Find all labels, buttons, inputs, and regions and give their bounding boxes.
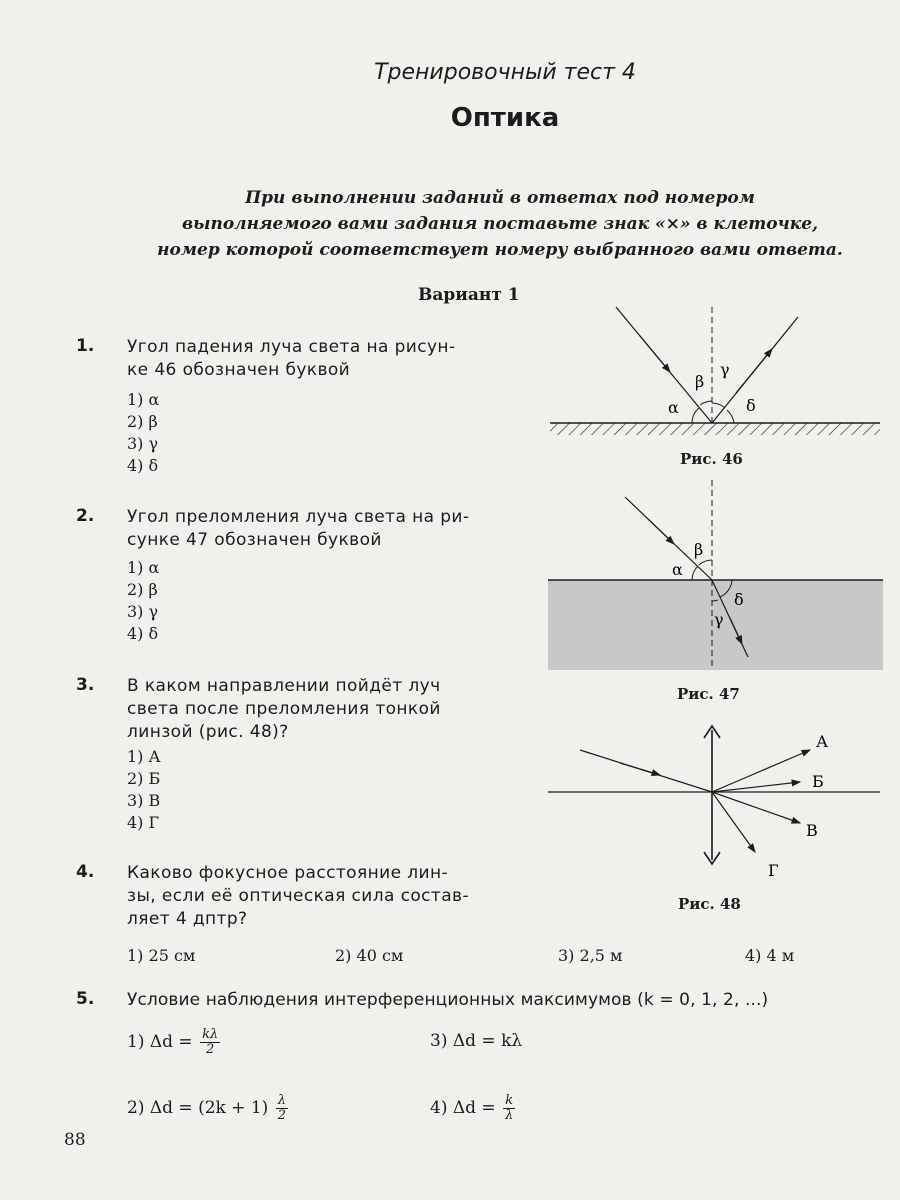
direction-label: В: [806, 821, 818, 840]
angle-label: γ: [720, 360, 730, 379]
question-line: В каком направлении пойдёт луч: [127, 676, 441, 696]
angle-label: α: [672, 560, 683, 579]
ray-g: [712, 792, 755, 852]
angle-label: α: [668, 398, 679, 417]
answer-option[interactable]: 3) γ: [127, 434, 159, 453]
ray-v: [712, 792, 800, 823]
ray-b: [712, 782, 800, 792]
figure-caption: Рис. 46: [680, 450, 743, 468]
answer-option[interactable]: 4) δ: [127, 456, 159, 475]
answer-options: [127, 746, 161, 834]
angle-arc: [692, 566, 698, 580]
direction-label: Г: [768, 861, 779, 880]
answer-option[interactable]: 1) α: [127, 390, 160, 409]
question-number: 2.: [76, 506, 95, 526]
variant-heading: Вариант 1: [418, 285, 520, 305]
arrow-head: [736, 349, 772, 393]
fraction-denominator: 2: [206, 1042, 215, 1057]
fraction-numerator: kλ: [202, 1027, 219, 1042]
question-number: 4.: [76, 862, 95, 882]
answer-option[interactable]: 3) В: [127, 791, 161, 810]
figure-caption: Рис. 48: [678, 895, 741, 913]
ray-a: [712, 750, 810, 792]
page-number: 88: [64, 1130, 86, 1150]
formula-prefix: 2) Δd = (2k + 1): [127, 1098, 269, 1118]
mirror-hatch: [550, 423, 880, 435]
answer-options: [127, 557, 159, 645]
angle-label: δ: [734, 590, 744, 609]
fraction-numerator: k: [503, 1094, 515, 1109]
figure-46-diagram: [540, 305, 885, 440]
angle-arc: [692, 408, 699, 423]
instructions-line: выполняемого вами задания поставьте знак «×» в клеточке,: [182, 214, 818, 234]
question-text: [127, 862, 469, 931]
figure-48-diagram: [540, 720, 885, 885]
formula-prefix: 3) Δd = kλ: [430, 1031, 523, 1051]
answer-option[interactable]: 2) Б: [127, 769, 161, 788]
fraction-denominator: λ: [505, 1108, 514, 1123]
figure-caption: Рис. 47: [677, 685, 740, 703]
fraction: [276, 1094, 288, 1123]
formula-prefix: 4) Δd =: [430, 1098, 496, 1118]
answer-option[interactable]: 1) А: [127, 747, 161, 766]
answer-option[interactable]: 4) δ: [127, 624, 159, 643]
arrow-head: [620, 763, 660, 775]
question-line: Условие наблюдения интерференционных максимумов (k = 0, 1, 2, ...): [127, 990, 769, 1010]
answer-option[interactable]: 4) 4 м: [745, 946, 795, 965]
instructions-line: номер которой соответствует номеру выбранного вами ответа.: [157, 240, 843, 260]
answer-option[interactable]: 1) 25 см: [127, 946, 196, 965]
figure-47-diagram: [540, 475, 885, 675]
angle-label: β: [695, 372, 705, 391]
answer-option[interactable]: 4) Г: [127, 813, 160, 832]
question-line: Угол преломления луча света на ри-: [127, 507, 470, 527]
question-line: зы, если её оптическая сила состав-: [127, 886, 469, 906]
question-line: света после преломления тонкой: [127, 699, 441, 719]
angle-arc: [700, 401, 712, 405]
question-text: [127, 506, 469, 552]
instructions-line: При выполнении заданий в ответах под номером: [245, 188, 755, 208]
answer-option[interactable]: [127, 1094, 290, 1123]
answer-option[interactable]: 3) 2,5 м: [558, 946, 623, 965]
question-line: сунке 47 обозначен буквой: [127, 530, 382, 550]
answer-option[interactable]: [430, 1094, 517, 1123]
question-number: 3.: [76, 675, 95, 695]
direction-label: Б: [812, 772, 824, 791]
fraction-numerator: λ: [276, 1094, 288, 1109]
answer-option[interactable]: 1) α: [127, 558, 160, 577]
question-text: [127, 675, 441, 744]
angle-arc: [699, 560, 712, 565]
fraction-denominator: 2: [277, 1108, 286, 1123]
formula-prefix: 1) Δd =: [127, 1032, 193, 1052]
answer-option[interactable]: 2) 40 см: [335, 946, 404, 965]
answer-option[interactable]: 2) β: [127, 580, 158, 599]
question-line: линзой (рис. 48)?: [127, 722, 289, 742]
angle-label: γ: [714, 610, 724, 629]
question-text: [127, 989, 768, 1012]
page-title: Оптика: [450, 103, 560, 133]
fraction: [200, 1028, 220, 1057]
question-number: 1.: [76, 336, 95, 356]
question-text: [127, 336, 455, 382]
question-number: 5.: [76, 989, 95, 1009]
answer-option[interactable]: 3) γ: [127, 602, 159, 621]
question-line: Каково фокусное расстояние лин-: [127, 863, 448, 883]
question-line: ке 46 обозначен буквой: [127, 360, 351, 380]
question-line: Угол падения луча света на рисун-: [127, 337, 456, 357]
answer-option[interactable]: [430, 1031, 522, 1051]
direction-label: А: [816, 732, 829, 751]
arrow-head: [640, 336, 670, 372]
instructions: [120, 185, 880, 263]
test-subtitle: Тренировочный тест 4: [374, 60, 636, 85]
fraction: [503, 1094, 515, 1123]
question-line: ляет 4 дптр?: [127, 909, 248, 929]
arrow-head: [648, 519, 674, 544]
angle-arc: [712, 403, 725, 408]
angle-label: δ: [746, 396, 756, 415]
answer-option[interactable]: [127, 1028, 222, 1057]
angle-label: β: [694, 540, 704, 559]
angle-arc: [727, 410, 734, 423]
answer-options: [127, 389, 159, 477]
answer-option[interactable]: 2) β: [127, 412, 158, 431]
